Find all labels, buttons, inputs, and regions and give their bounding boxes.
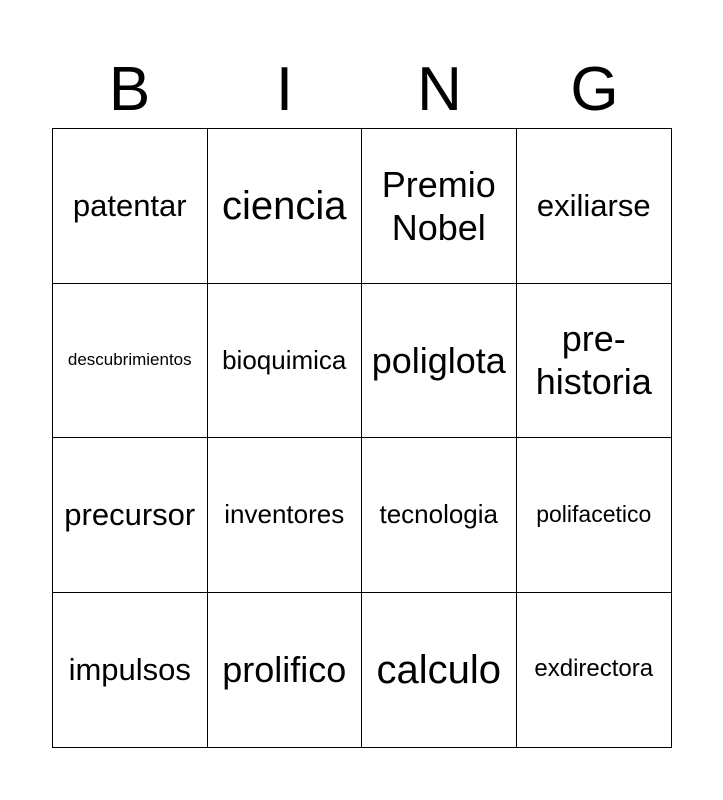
bingo-cell-r2-c2[interactable]	[362, 438, 517, 593]
cell-label: patentar	[72, 188, 187, 224]
bingo-header	[52, 52, 672, 128]
cell-label: impulsos	[68, 652, 191, 688]
bingo-cell-r3-c1[interactable]	[208, 593, 363, 748]
header-letter-g: G	[570, 55, 619, 124]
cell-label: Premio Nobel	[381, 163, 496, 248]
cell-label: tecnologia	[379, 499, 499, 530]
bingo-cell-r0-c3[interactable]	[517, 129, 672, 284]
cell-label: exiliarse	[536, 188, 651, 224]
bingo-cell-r0-c2[interactable]	[362, 129, 517, 284]
bingo-cell-r0-c1[interactable]	[208, 129, 363, 284]
bingo-board	[52, 128, 672, 748]
cell-label: prolifico	[222, 649, 347, 691]
header-letter-i: I	[275, 55, 294, 124]
bingo-cell-r1-c2[interactable]	[362, 284, 517, 439]
bingo-cell-r1-c0[interactable]	[53, 284, 208, 439]
cell-label: bioquimica	[222, 344, 347, 375]
bingo-cell-r1-c1[interactable]	[208, 284, 363, 439]
cell-label: inventores	[224, 499, 345, 530]
bingo-cell-r1-c3[interactable]	[517, 284, 672, 439]
bingo-cell-r3-c3[interactable]	[517, 593, 672, 748]
bingo-cell-r2-c0[interactable]	[53, 438, 208, 593]
cell-label: precursor	[64, 497, 196, 533]
cell-label: calculo	[376, 647, 501, 692]
cell-label: pre- historia	[535, 318, 652, 403]
bingo-cell-r3-c0[interactable]	[53, 593, 208, 748]
header-letter-n: N	[417, 55, 462, 124]
bingo-cell-r2-c3[interactable]	[517, 438, 672, 593]
header-letter-b: B	[108, 55, 151, 124]
cell-label: descubrimientos	[67, 350, 192, 370]
cell-label: exdirectora	[534, 655, 654, 683]
bingo-cell-r3-c2[interactable]	[362, 593, 517, 748]
bingo-cell-r0-c0[interactable]	[53, 129, 208, 284]
cell-label: poliglota	[371, 339, 506, 381]
cell-label: ciencia	[221, 183, 347, 228]
bingo-cell-r2-c1[interactable]	[208, 438, 363, 593]
cell-label: polifacetico	[536, 500, 652, 527]
